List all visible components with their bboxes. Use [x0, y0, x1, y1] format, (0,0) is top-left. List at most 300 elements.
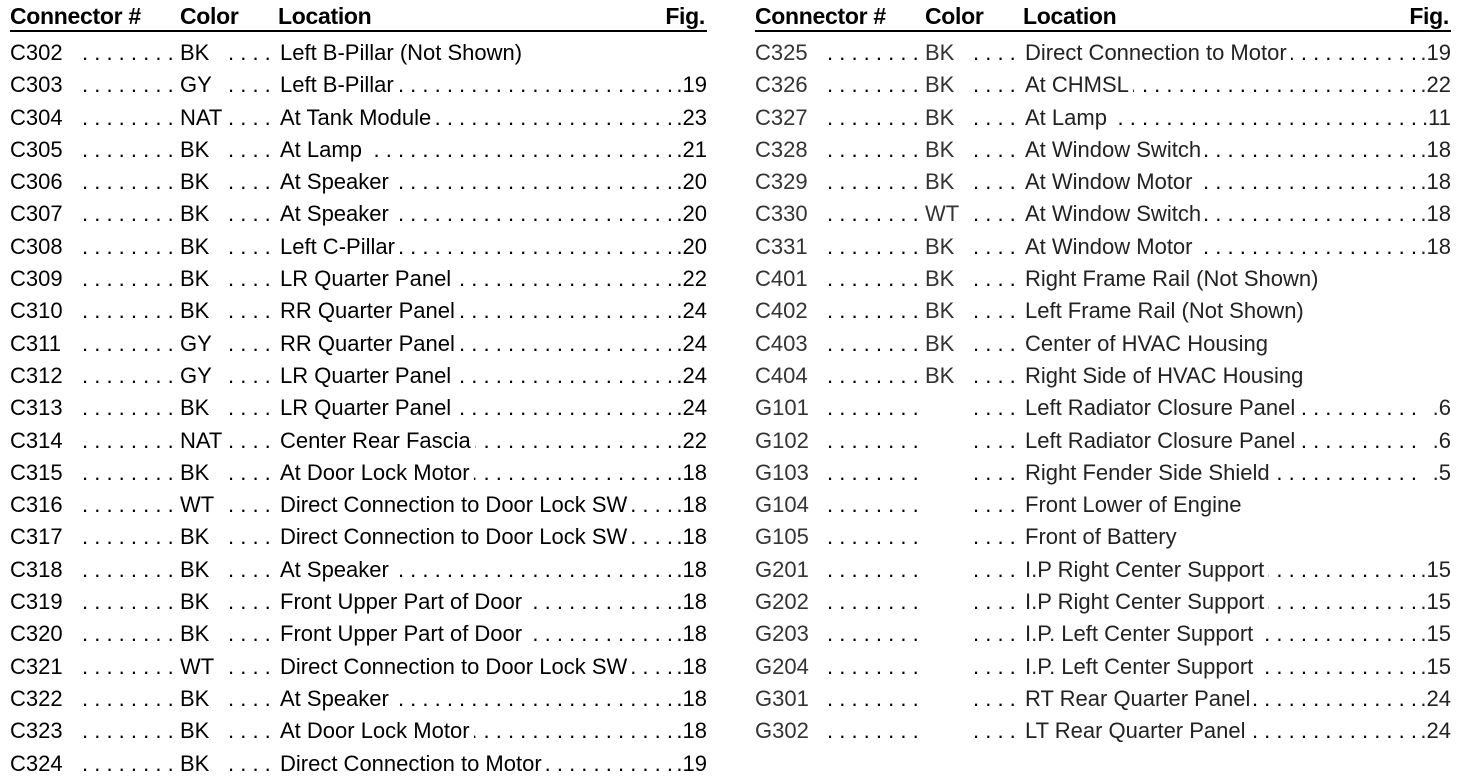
figure-number: .22	[1420, 69, 1451, 101]
location-text: At Door Lock Motor	[280, 460, 474, 485]
location-cell	[1025, 134, 1451, 166]
wire-color: BK	[925, 298, 955, 324]
location-text: Left B-Pillar (Not Shown)	[280, 40, 526, 65]
location-cell	[280, 748, 707, 780]
figure-number: .15	[1420, 586, 1451, 618]
dot-leader	[973, 586, 1023, 618]
table-row	[755, 489, 1451, 521]
dot-leader	[82, 521, 178, 553]
figure-number: .19	[1420, 37, 1451, 69]
connector-id: C313	[10, 395, 63, 421]
dot-leader	[827, 328, 923, 360]
connector-id: C326	[755, 72, 808, 98]
location-cell	[1025, 102, 1451, 134]
table-row	[10, 166, 707, 198]
header-location: Location	[278, 3, 372, 29]
location-text: Front Lower of Engine	[1025, 492, 1245, 517]
wire-color: BK	[925, 266, 955, 292]
connector-id: G105	[755, 524, 809, 550]
location-text: Center of HVAC Housing	[1025, 331, 1272, 356]
connector-id: G202	[755, 589, 809, 615]
location-cell	[1025, 392, 1451, 424]
location-text: Left C-Pillar	[280, 234, 399, 259]
table-row	[10, 231, 707, 263]
figure-number: .20	[676, 231, 707, 263]
table-row	[755, 586, 1451, 618]
table-row	[755, 328, 1451, 360]
location-cell	[1025, 521, 1451, 553]
connector-id: C303	[10, 72, 63, 98]
dot-leader	[82, 457, 178, 489]
location-text: RR Quarter Panel	[280, 331, 459, 356]
wire-color: BK	[180, 556, 210, 582]
location-text: I.P Right Center Support	[1025, 589, 1268, 614]
dot-leader	[827, 715, 923, 747]
location-cell	[280, 231, 707, 263]
header-location: Location	[1023, 3, 1117, 29]
location-text: Direct Connection to Door Lock SW	[280, 654, 631, 679]
location-cell	[280, 134, 707, 166]
wire-color: WT	[925, 201, 960, 227]
dot-leader	[973, 166, 1023, 198]
location-cell	[1025, 37, 1451, 69]
connector-id: G203	[755, 621, 809, 647]
dot-leader	[82, 134, 178, 166]
dot-leader	[827, 521, 923, 553]
figure-number: .18	[676, 489, 707, 521]
wire-color: GY	[180, 330, 212, 356]
location-cell	[280, 457, 707, 489]
table-row	[10, 328, 707, 360]
location-cell	[280, 392, 707, 424]
dot-leader	[82, 554, 178, 586]
table-row	[10, 586, 707, 618]
connector-id: C317	[10, 524, 63, 550]
header-connector: Connector #	[10, 3, 141, 29]
wire-color: BK	[925, 104, 955, 130]
figure-number: .6	[1433, 392, 1451, 424]
connector-id: G204	[755, 653, 809, 679]
location-text: LT Rear Quarter Panel	[1025, 718, 1250, 743]
wire-color: WT	[180, 653, 215, 679]
dot-leader	[228, 360, 278, 392]
location-text: At Tank Module	[280, 105, 435, 130]
dot-leader	[827, 586, 923, 618]
location-text: I.P Right Center Support	[1025, 557, 1268, 582]
figure-number: .24	[1420, 683, 1451, 715]
location-text: Front Upper Part of Door	[280, 589, 526, 614]
figure-number: .6	[1433, 425, 1451, 457]
table-row	[10, 748, 707, 780]
location-cell	[1025, 554, 1451, 586]
table-row	[755, 554, 1451, 586]
dot-leader	[82, 166, 178, 198]
dot-leader	[82, 715, 178, 747]
dot-leader	[973, 360, 1023, 392]
table-row	[755, 715, 1451, 747]
location-cell	[280, 295, 707, 327]
dot-leader	[827, 489, 923, 521]
location-cell	[280, 651, 707, 683]
location-cell	[1025, 651, 1451, 683]
table-row	[10, 651, 707, 683]
wire-color: BK	[180, 136, 210, 162]
table-row	[10, 102, 707, 134]
table-row	[10, 683, 707, 715]
dot-leader	[973, 134, 1023, 166]
location-cell	[1025, 198, 1451, 230]
table-row	[10, 392, 707, 424]
dot-leader	[228, 489, 278, 521]
wire-color: BK	[180, 169, 210, 195]
dot-leader	[228, 618, 278, 650]
dot-leader	[973, 295, 1023, 327]
figure-number: .18	[676, 521, 707, 553]
dot-leader	[82, 748, 178, 780]
location-cell	[1025, 360, 1451, 392]
figure-number: .24	[676, 360, 707, 392]
table-row	[755, 521, 1451, 553]
figure-number: .22	[676, 263, 707, 295]
dot-leader	[827, 295, 923, 327]
figure-number: .18	[676, 586, 707, 618]
location-cell	[280, 37, 707, 69]
wire-color: BK	[180, 621, 210, 647]
location-text: LR Quarter Panel	[280, 395, 455, 420]
dot-leader	[827, 554, 923, 586]
connector-id: C312	[10, 362, 63, 388]
connector-id: C401	[755, 266, 808, 292]
table-row	[755, 198, 1451, 230]
table-row	[10, 554, 707, 586]
dot-leader	[973, 263, 1023, 295]
figure-number: .18	[1420, 198, 1451, 230]
connector-table-left	[10, 0, 707, 776]
dot-leader	[827, 618, 923, 650]
dot-leader	[228, 521, 278, 553]
header-connector: Connector #	[755, 3, 886, 29]
table-row	[10, 521, 707, 553]
dot-leader	[82, 69, 178, 101]
location-cell	[280, 554, 707, 586]
dot-leader	[82, 683, 178, 715]
connector-id: C325	[755, 40, 808, 65]
wire-color: BK	[180, 685, 210, 711]
figure-number: .18	[676, 554, 707, 586]
table-header	[755, 0, 1451, 32]
figure-number: .18	[676, 651, 707, 683]
wire-color: BK	[180, 40, 210, 65]
connector-id: C318	[10, 556, 63, 582]
dot-leader	[973, 715, 1023, 747]
dot-leader	[827, 263, 923, 295]
location-cell	[1025, 457, 1451, 489]
wire-color: BK	[180, 298, 210, 324]
dot-leader	[973, 69, 1023, 101]
header-color: Color	[925, 3, 984, 29]
location-cell	[1025, 166, 1451, 198]
location-text: Right Fender Side Shield	[1025, 460, 1274, 485]
location-text: At Speaker	[280, 169, 393, 194]
figure-number: .18	[676, 715, 707, 747]
connector-id: C331	[755, 233, 808, 259]
table-header	[10, 0, 707, 32]
wire-color: BK	[925, 330, 955, 356]
header-color: Color	[180, 3, 239, 29]
table-row	[755, 457, 1451, 489]
connector-id: C402	[755, 298, 808, 324]
location-text: LR Quarter Panel	[280, 266, 455, 291]
connector-id: G102	[755, 427, 809, 453]
connector-id: C315	[10, 459, 63, 485]
wire-color: BK	[180, 589, 210, 615]
table-row	[755, 295, 1451, 327]
connector-table-right	[755, 0, 1451, 744]
wire-color: WT	[180, 492, 215, 518]
connector-id: C321	[10, 653, 63, 679]
wire-color: BK	[925, 362, 955, 388]
table-row	[10, 37, 707, 69]
dot-leader	[973, 554, 1023, 586]
table-row	[755, 102, 1451, 134]
table-row	[755, 425, 1451, 457]
connector-id: G103	[755, 459, 809, 485]
dot-leader	[82, 231, 178, 263]
figure-number: .18	[676, 683, 707, 715]
connector-id: G201	[755, 556, 809, 582]
dot-leader	[228, 392, 278, 424]
dot-leader	[228, 328, 278, 360]
dot-leader	[82, 618, 178, 650]
location-text: At CHMSL	[1025, 72, 1133, 97]
location-text: Left B-Pillar	[280, 72, 398, 97]
location-text: At Speaker	[280, 686, 393, 711]
table-row	[10, 198, 707, 230]
table-row	[755, 392, 1451, 424]
dot-leader	[228, 651, 278, 683]
connector-id: C330	[755, 201, 808, 227]
figure-number: .11	[1422, 102, 1451, 134]
wire-color: BK	[925, 233, 955, 259]
dot-leader	[82, 651, 178, 683]
location-text: Front of Battery	[1025, 524, 1181, 549]
connector-id: C304	[10, 104, 63, 130]
figure-number: .15	[1420, 651, 1451, 683]
location-text: Left Frame Rail (Not Shown)	[1025, 298, 1308, 323]
connector-id: C327	[755, 104, 808, 130]
dot-leader	[827, 166, 923, 198]
dot-leader	[973, 618, 1023, 650]
wire-color: BK	[180, 395, 210, 421]
dot-leader	[228, 586, 278, 618]
location-text: At Window Switch	[1025, 201, 1205, 226]
location-cell	[280, 69, 707, 101]
location-cell	[280, 263, 707, 295]
table-row	[10, 425, 707, 457]
dot-leader	[228, 263, 278, 295]
table-row	[755, 651, 1451, 683]
dot-leader	[827, 37, 923, 69]
location-cell	[1025, 489, 1451, 521]
wire-color: NAT	[180, 427, 223, 453]
dot-leader	[82, 37, 178, 69]
wire-color: GY	[180, 72, 212, 98]
dot-leader	[973, 392, 1023, 424]
wire-color: BK	[180, 718, 210, 744]
location-cell	[1025, 231, 1451, 263]
wire-color: BK	[180, 459, 210, 485]
figure-number: .23	[676, 102, 707, 134]
figure-number: .24	[676, 295, 707, 327]
dot-leader	[228, 295, 278, 327]
figure-number: .18	[676, 618, 707, 650]
connector-id: G101	[755, 395, 809, 421]
table-row	[10, 360, 707, 392]
dot-leader	[827, 651, 923, 683]
dot-leader	[82, 328, 178, 360]
connector-id: C305	[10, 136, 63, 162]
table-row	[755, 683, 1451, 715]
dot-leader	[973, 37, 1023, 69]
dot-leader	[82, 295, 178, 327]
figure-number: .24	[1420, 715, 1451, 747]
location-cell	[280, 489, 707, 521]
wire-color: BK	[925, 40, 955, 65]
dot-leader	[827, 360, 923, 392]
dot-leader	[228, 102, 278, 134]
dot-leader	[973, 231, 1023, 263]
connector-id: C316	[10, 492, 63, 518]
wire-color: BK	[925, 169, 955, 195]
figure-number: .20	[676, 166, 707, 198]
dot-leader	[973, 198, 1023, 230]
figure-number: .15	[1420, 554, 1451, 586]
connector-id: C323	[10, 718, 63, 744]
table-body	[10, 37, 707, 780]
location-text: Left Radiator Closure Panel	[1025, 395, 1299, 420]
dot-leader	[973, 521, 1023, 553]
figure-number: .24	[676, 328, 707, 360]
table-row	[755, 360, 1451, 392]
table-row	[10, 618, 707, 650]
location-cell	[280, 102, 707, 134]
dot-leader	[973, 651, 1023, 683]
location-text: LR Quarter Panel	[280, 363, 455, 388]
header-fig: Fig.	[1409, 3, 1449, 29]
dot-leader	[228, 37, 278, 69]
dot-leader	[82, 198, 178, 230]
location-text: RR Quarter Panel	[280, 298, 459, 323]
location-cell	[1025, 586, 1451, 618]
dot-leader	[228, 69, 278, 101]
header-fig: Fig.	[665, 3, 705, 29]
table-row	[10, 457, 707, 489]
location-text: At Door Lock Motor	[280, 718, 474, 743]
dot-leader	[973, 457, 1023, 489]
dot-leader	[82, 425, 178, 457]
dot-leader	[827, 683, 923, 715]
location-cell	[1025, 715, 1451, 747]
location-cell	[1025, 328, 1451, 360]
connector-id: C311	[10, 330, 61, 356]
location-cell	[1025, 69, 1451, 101]
location-text: Left Radiator Closure Panel	[1025, 428, 1299, 453]
dot-leader	[228, 457, 278, 489]
connector-id: C308	[10, 233, 63, 259]
dot-leader	[827, 198, 923, 230]
dot-leader	[973, 102, 1023, 134]
location-text: Front Upper Part of Door	[280, 621, 526, 646]
location-cell	[280, 425, 707, 457]
location-cell	[1025, 425, 1451, 457]
connector-id: C328	[755, 136, 808, 162]
dot-leader	[973, 328, 1023, 360]
dot-leader	[228, 748, 278, 780]
location-text: Center Rear Fascia	[280, 428, 475, 453]
connector-id: G301	[755, 685, 809, 711]
connector-id: C404	[755, 362, 808, 388]
connector-id: C324	[10, 750, 63, 776]
figure-number: .21	[676, 134, 707, 166]
dot-leader	[827, 392, 923, 424]
dot-leader	[228, 683, 278, 715]
location-text: At Lamp	[280, 137, 366, 162]
wire-color: BK	[180, 524, 210, 550]
connector-id: G104	[755, 492, 809, 518]
table-row	[755, 263, 1451, 295]
table-row	[10, 263, 707, 295]
location-cell	[1025, 683, 1451, 715]
location-cell	[1025, 263, 1451, 295]
table-body	[755, 37, 1451, 748]
dot-leader	[973, 683, 1023, 715]
connector-id: C319	[10, 589, 63, 615]
connector-id: C309	[10, 266, 63, 292]
location-text: I.P. Left Center Support	[1025, 621, 1257, 646]
dot-leader	[827, 425, 923, 457]
wire-color: BK	[925, 136, 955, 162]
location-cell	[280, 683, 707, 715]
table-row	[755, 134, 1451, 166]
location-cell	[280, 618, 707, 650]
dot-leader	[827, 69, 923, 101]
location-cell	[280, 198, 707, 230]
figure-number: .24	[676, 392, 707, 424]
location-text: At Window Motor	[1025, 234, 1197, 259]
location-cell	[280, 360, 707, 392]
dot-leader	[228, 166, 278, 198]
figure-number: .18	[676, 457, 707, 489]
table-row	[755, 37, 1451, 69]
dot-leader	[228, 554, 278, 586]
location-cell	[280, 328, 707, 360]
table-row	[755, 618, 1451, 650]
table-row	[755, 166, 1451, 198]
wire-color: BK	[180, 750, 210, 776]
dot-leader	[228, 231, 278, 263]
location-cell	[280, 521, 707, 553]
location-text: Direct Connection to Motor	[280, 751, 546, 776]
connector-id: C320	[10, 621, 63, 647]
connector-id: C310	[10, 298, 63, 324]
table-row	[755, 231, 1451, 263]
dot-leader	[228, 715, 278, 747]
dot-leader	[82, 102, 178, 134]
dot-leader	[827, 457, 923, 489]
dot-leader	[82, 392, 178, 424]
location-cell	[280, 166, 707, 198]
dot-leader	[827, 102, 923, 134]
